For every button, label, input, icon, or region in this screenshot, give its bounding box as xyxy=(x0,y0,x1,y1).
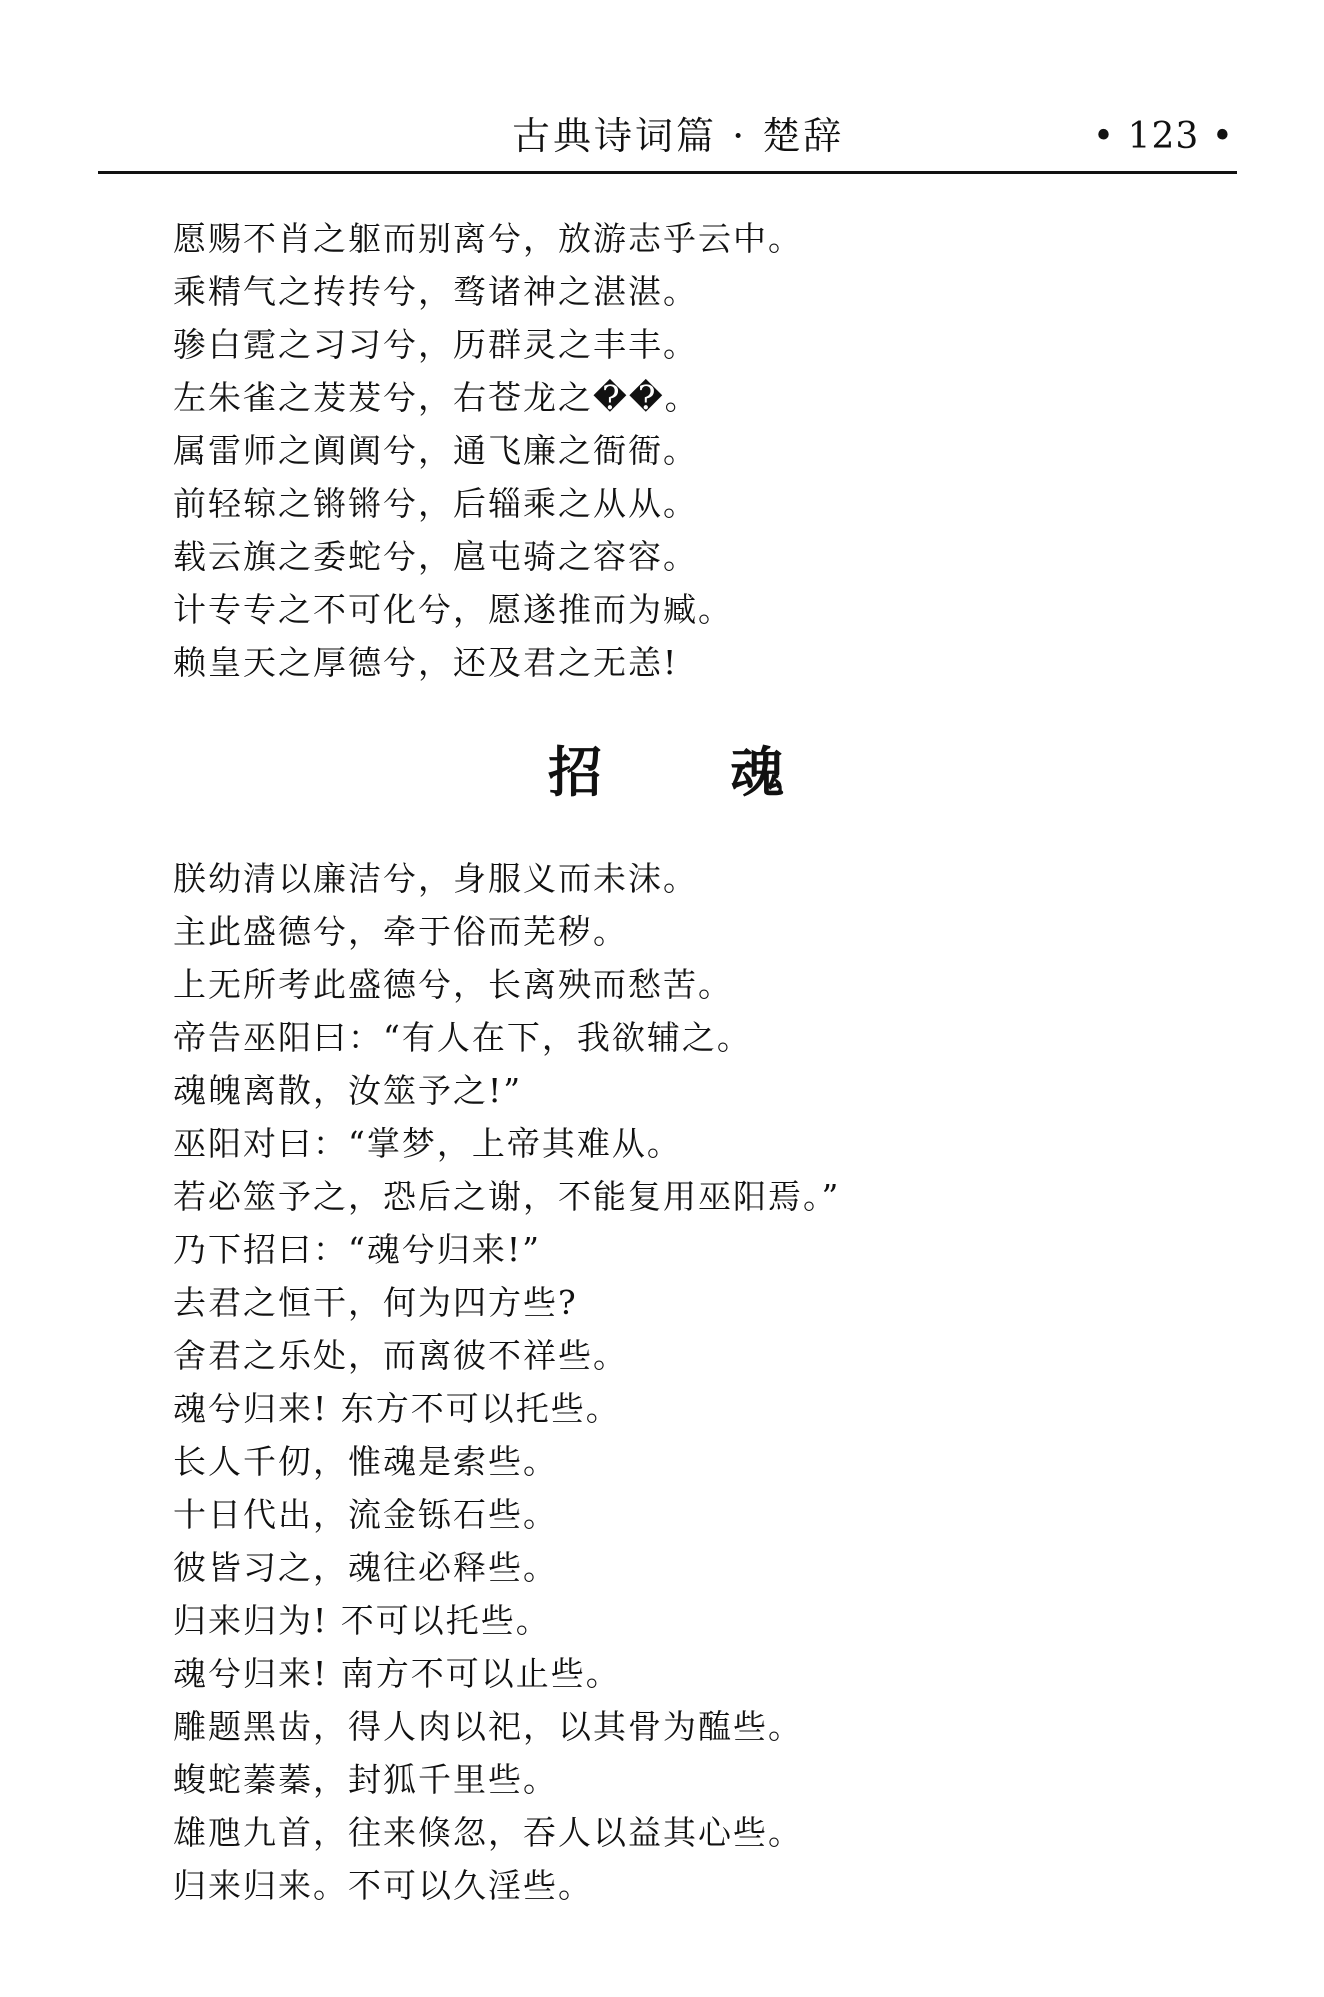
poem-line: 左朱雀之茇茇兮，右苍龙之��。 xyxy=(173,378,700,417)
poem-line: 上无所考此盛德兮，长离殃而愁苦。 xyxy=(173,965,733,1004)
poem-line: 十日代出，流金铄石些。 xyxy=(173,1495,558,1534)
poem-line: 雄虺九首，往来倏忽，吞人以益其心些。 xyxy=(173,1813,803,1852)
poem-line: 魂兮归来! 南方不可以止些。 xyxy=(173,1654,621,1693)
page-number: • 123 • xyxy=(1092,116,1234,157)
poem-block-continued xyxy=(173,212,1173,689)
poem-line: 主此盛德兮，牵于俗而芜秽。 xyxy=(173,912,628,951)
poem-line: 长人千仞，惟魂是索些。 xyxy=(173,1442,558,1481)
poem-line: 乘精气之抟抟兮，骛诸神之湛湛。 xyxy=(173,272,698,311)
section-title: 招魂 xyxy=(548,741,912,804)
poem-line: 蝮蛇蓁蓁，封狐千里些。 xyxy=(173,1760,558,1799)
poem-line: 骖白霓之习习兮，历群灵之丰丰。 xyxy=(173,325,698,364)
poem-line: 朕幼清以廉洁兮，身服义而未沫。 xyxy=(173,859,698,898)
poem-line: 前轻辌之锵锵兮，后辎乘之从从。 xyxy=(173,484,698,523)
poem-line: 载云旗之委蛇兮，扈屯骑之容容。 xyxy=(173,537,698,576)
poem-line: 乃下招曰：“魂兮归来!” xyxy=(173,1230,542,1269)
poem-line: 属雷师之阗阗兮，通飞廉之衙衙。 xyxy=(173,431,698,470)
poem-line: 魂魄离散，汝筮予之!” xyxy=(173,1071,523,1110)
poem-line: 魂兮归来! 东方不可以托些。 xyxy=(173,1389,621,1428)
running-title: 古典诗词篇 · 楚辞 xyxy=(512,114,845,158)
poem-line: 归来归来。不可以久淫些。 xyxy=(173,1866,593,1905)
poem-line: 去君之恒干，何为四方些? xyxy=(173,1283,578,1322)
poem-block-zhaohun xyxy=(173,852,1173,1912)
poem-line: 帝告巫阳曰：“有人在下，我欲辅之。 xyxy=(173,1018,752,1057)
running-header xyxy=(98,105,1234,167)
poem-line: 愿赐不肖之躯而别离兮，放游志乎云中。 xyxy=(173,219,803,258)
poem-line: 若必筮予之，恐后之谢，不能复用巫阳焉。” xyxy=(173,1177,841,1216)
poem-line: 彼皆习之，魂往必释些。 xyxy=(173,1548,558,1587)
poem-line: 舍君之乐处，而离彼不祥些。 xyxy=(173,1336,628,1375)
poem-line: 计专专之不可化兮，愿遂推而为臧。 xyxy=(173,590,733,629)
header-rule xyxy=(98,171,1237,174)
poem-line: 赖皇天之厚德兮，还及君之无恙! xyxy=(173,643,679,682)
poem-line: 归来归为! 不可以托些。 xyxy=(173,1601,551,1640)
poem-line: 巫阳对曰：“掌梦，上帝其难从。 xyxy=(173,1124,682,1163)
poem-line: 雕题黑齿，得人肉以祀，以其骨为醢些。 xyxy=(173,1707,803,1746)
